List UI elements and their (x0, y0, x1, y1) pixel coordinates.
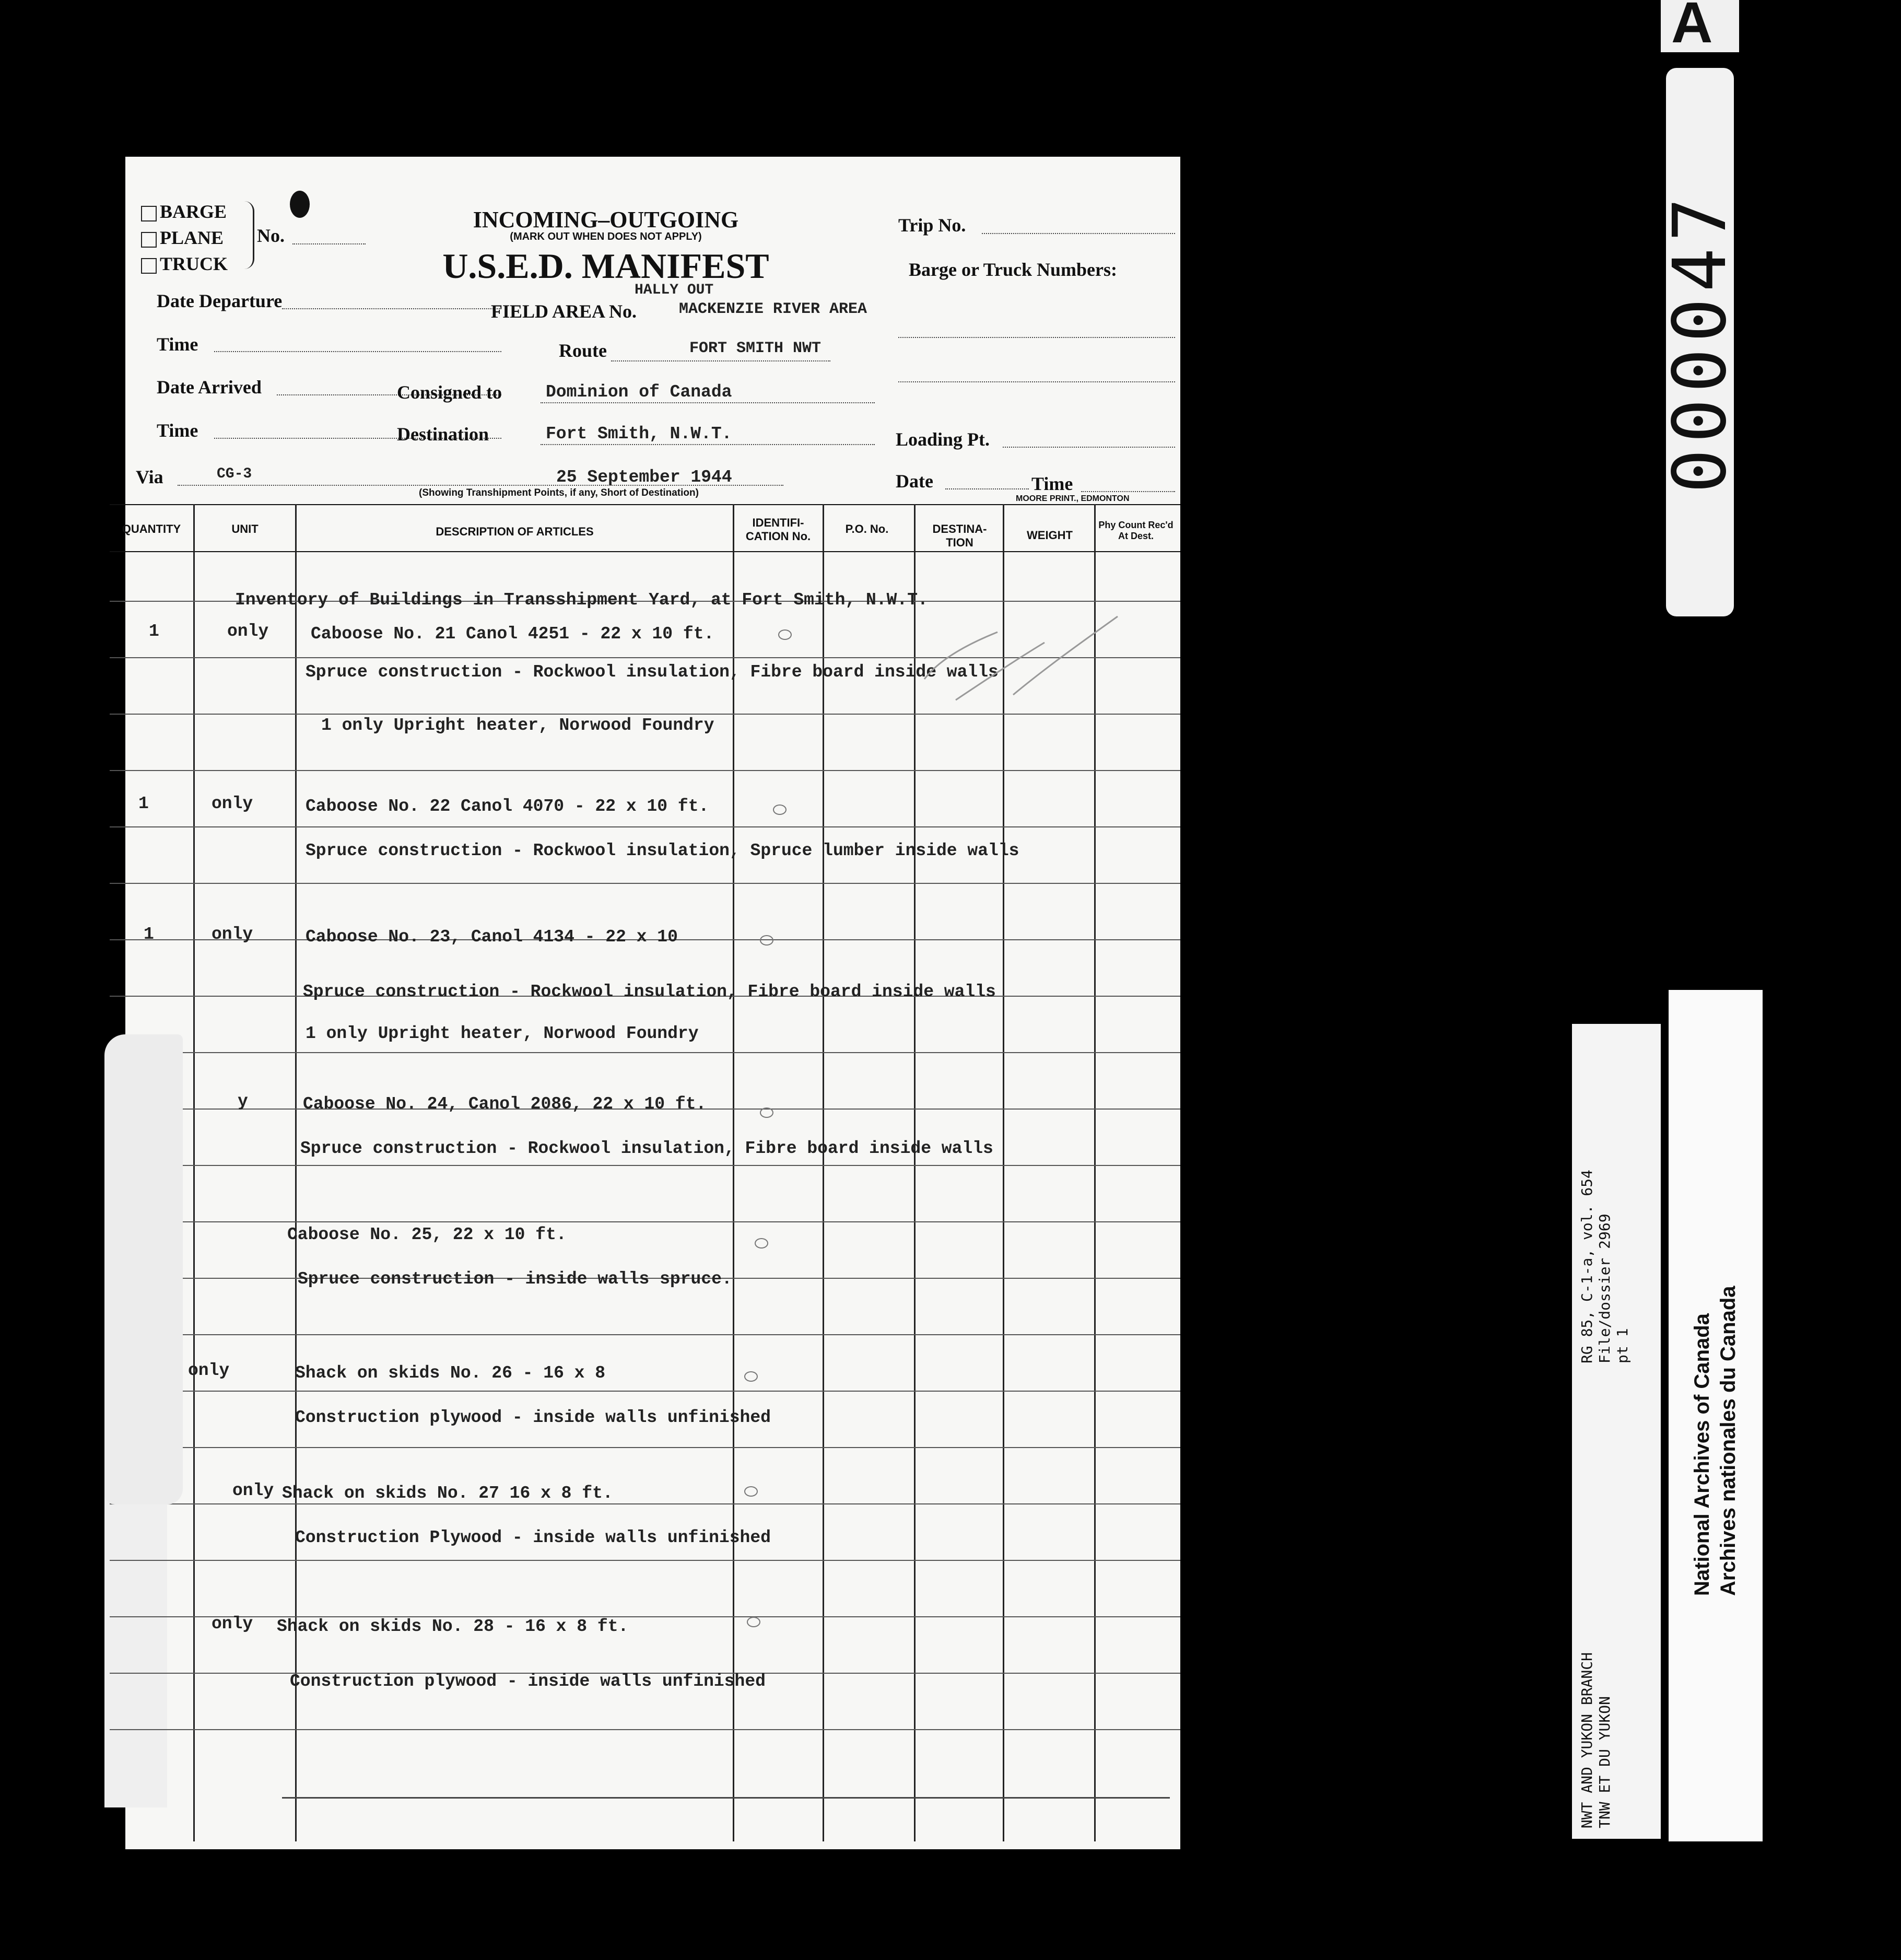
branch-label: NWT AND YUKON BRANCH (1578, 1652, 1595, 1828)
ruled-line (110, 1729, 1180, 1730)
id-mark (778, 629, 792, 640)
field-area-value-2: MACKENZIE RIVER AREA (679, 300, 867, 318)
row-1-unit: only (227, 622, 269, 641)
ruled-line (110, 883, 1180, 884)
id-mark (755, 1238, 768, 1249)
id-mark (744, 1486, 758, 1497)
truck-label: TRUCK (160, 253, 228, 274)
time-label: Time (157, 334, 198, 355)
consigned-line (541, 402, 875, 403)
row-16-desc: Construction Plywood - inside walls unfinished (295, 1528, 771, 1547)
via-label: Via (136, 466, 163, 487)
ruled-line (110, 1052, 1180, 1053)
consigned-label: Consigned to (397, 382, 502, 403)
handwritten-annotation (909, 564, 1128, 721)
table-top-rule (110, 504, 1180, 505)
id-mark (744, 1371, 758, 1382)
row-1-desc: Caboose No. 21 Canol 4251 - 22 x 10 ft. (311, 624, 714, 644)
time2-label: Time (157, 420, 198, 441)
barge-label: BARGE (160, 201, 227, 222)
checkbox-truck[interactable] (141, 258, 157, 274)
transhipment-note: (Showing Transhipment Points, if any, Short of Destination) (419, 487, 699, 498)
row-5-desc: Spruce construction - Rockwool insulation, Spruce lumber inside walls (306, 841, 1019, 860)
reel-number: 000047 (1658, 191, 1743, 493)
ruled-line (110, 1334, 1180, 1335)
row-4-desc: Caboose No. 22 Canol 4070 - 22 x 10 ft. (306, 797, 709, 816)
ruled-line (110, 826, 1180, 827)
trip-line (982, 233, 1175, 234)
header-identification: IDENTIFI-CATION No. (745, 516, 811, 543)
trip-label: Trip No. (898, 215, 966, 236)
date-departure-label: Date Departure (157, 290, 283, 311)
row-13-desc: Shack on skids No. 26 - 16 x 8 (295, 1363, 606, 1383)
ruled-line (110, 1560, 1180, 1561)
archive-name-en: National Archives of Canada (1691, 1313, 1714, 1596)
route-value: FORT SMITH NWT (689, 340, 822, 357)
table-header-rule (110, 551, 1180, 552)
archive-ref-3: pt 1 (1614, 1328, 1631, 1363)
id-mark (773, 804, 787, 815)
date-arrived-label: Date Arrived (157, 377, 262, 398)
route-line (611, 360, 830, 361)
field-area-label: FIELD AREA No. (491, 301, 637, 322)
header-description: DESCRIPTION OF ARTICLES (436, 525, 594, 538)
id-mark (747, 1617, 760, 1627)
ruled-line (110, 1447, 1180, 1448)
numbers-line-1 (898, 337, 1175, 338)
header-po: P.O. No. (845, 522, 889, 535)
loading-pt-label: Loading Pt. (896, 429, 990, 450)
ruled-line (110, 770, 1180, 771)
row-9-unit: y (238, 1092, 248, 1111)
via-value: CG-3 (217, 466, 252, 482)
manifest-title: U.S.E.D. MANIFEST (442, 246, 769, 286)
header-quantity: QUANTITY (122, 522, 181, 535)
row-6-unit: only (212, 925, 253, 944)
manifest-page (122, 157, 1180, 1849)
row-2-desc: Spruce construction - Rockwool insulation, Fibre board inside walls (306, 662, 999, 682)
reel-letter: A (1671, 0, 1713, 55)
archive-reference-slip (1572, 1024, 1661, 1839)
row-15-unit: only (232, 1481, 274, 1500)
field-area-value-1: HALLY OUT (635, 282, 714, 298)
row-3-desc: 1 only Upright heater, Norwood Foundry (321, 716, 714, 735)
title-incoming-outgoing: INCOMING–OUTGOING (473, 207, 739, 232)
row-4-unit: only (212, 794, 253, 813)
date-departure-line (282, 308, 501, 309)
archive-name-fr: Archives nationales du Canada (1717, 1286, 1740, 1596)
archive-ref-1: RG 85, C-1-a, vol. 654 (1578, 1170, 1595, 1363)
id-mark (760, 935, 773, 946)
col-divider-4 (823, 504, 824, 1841)
row-9-desc: Caboose No. 24, Canol 2086, 22 x 10 ft. (303, 1094, 707, 1114)
time3-line (1081, 491, 1175, 492)
plane-label: PLANE (160, 227, 224, 248)
header-unit: UNIT (231, 522, 259, 535)
printer-credit: MOORE PRINT., EDMONTON (1016, 494, 1130, 503)
row-12-desc: Spruce construction - inside walls spruce. (298, 1269, 732, 1289)
punch-hole (290, 191, 310, 218)
row-13-unit: only (188, 1361, 230, 1380)
row-6-desc: Caboose No. 23, Canol 4134 - 22 x 10 (306, 927, 678, 947)
title-note: (MARK OUT WHEN DOES NOT APPLY) (510, 231, 702, 242)
brace (244, 201, 254, 269)
row-1-qty: 1 (149, 622, 159, 641)
table-bottom-rule (282, 1797, 1170, 1799)
col-divider-3 (733, 504, 734, 1841)
checkbox-plane[interactable] (141, 232, 157, 248)
time3-label: Time (1031, 473, 1073, 494)
reel-number-tab (1658, 68, 1743, 616)
row-14-desc: Construction plywood - inside walls unfinished (295, 1408, 771, 1427)
archive-name-slip (1669, 990, 1763, 1841)
row-6-qty: 1 (144, 925, 154, 944)
no-label: No. (257, 225, 285, 246)
row-11-desc: Caboose No. 25, 22 x 10 ft. (287, 1225, 567, 1244)
row-17-desc: Shack on skids No. 28 - 16 x 8 ft. (277, 1617, 629, 1636)
reel-letter-tab (1661, 0, 1739, 55)
consigned-value: Dominion of Canada (546, 382, 732, 402)
row-10-desc: Spruce construction - Rockwool insulation, Fibre board inside walls (300, 1139, 993, 1158)
header-phy-count: Phy Count Rec'd At Dest. (1098, 520, 1174, 541)
ruled-line (110, 1503, 1180, 1504)
ruled-line (110, 1221, 1180, 1222)
no-line (292, 243, 366, 244)
loading-pt-line (1003, 447, 1175, 448)
col-divider-1 (193, 504, 195, 1841)
numbers-line-2 (898, 381, 1175, 382)
destination-value: Fort Smith, N.W.T. (546, 424, 732, 444)
barge-truck-numbers-label: Barge or Truck Numbers: (909, 259, 1117, 280)
id-mark (760, 1107, 773, 1118)
header-weight: WEIGHT (1027, 529, 1073, 542)
row-4-qty: 1 (138, 794, 149, 813)
row-18-desc: Construction plywood - inside walls unfinished (290, 1672, 766, 1691)
ruled-line (110, 1165, 1180, 1166)
destination-line (541, 444, 875, 445)
time-line (214, 351, 501, 352)
torn-edge (104, 1034, 183, 1504)
header-destination: DESTINA-TION (932, 522, 987, 549)
date-line (945, 488, 1029, 489)
checkbox-barge[interactable] (141, 206, 157, 221)
date-value: 25 September 1944 (556, 468, 732, 487)
row-7-desc: Spruce construction - Rockwool insulation, Fibre board inside walls (303, 982, 996, 1001)
row-heading: Inventory of Buildings in Transshipment Yard, at Fort Smith, N.W.T. (235, 590, 928, 610)
destination-label: Destination (397, 424, 489, 445)
archive-ref-2: File/dossier 2969 (1596, 1214, 1613, 1363)
branch-label-fr: TNW ET DU YUKON (1596, 1696, 1613, 1828)
transport-options (141, 199, 228, 277)
ruled-line (110, 1391, 1180, 1392)
ruled-line (110, 1616, 1180, 1617)
date-label: Date (896, 471, 933, 492)
row-15-desc: Shack on skids No. 27 16 x 8 ft. (282, 1484, 613, 1503)
row-8-desc: 1 only Upright heater, Norwood Foundry (306, 1024, 699, 1043)
row-17-unit: only (212, 1614, 253, 1634)
route-label: Route (559, 340, 607, 361)
col-divider-2 (295, 504, 297, 1841)
